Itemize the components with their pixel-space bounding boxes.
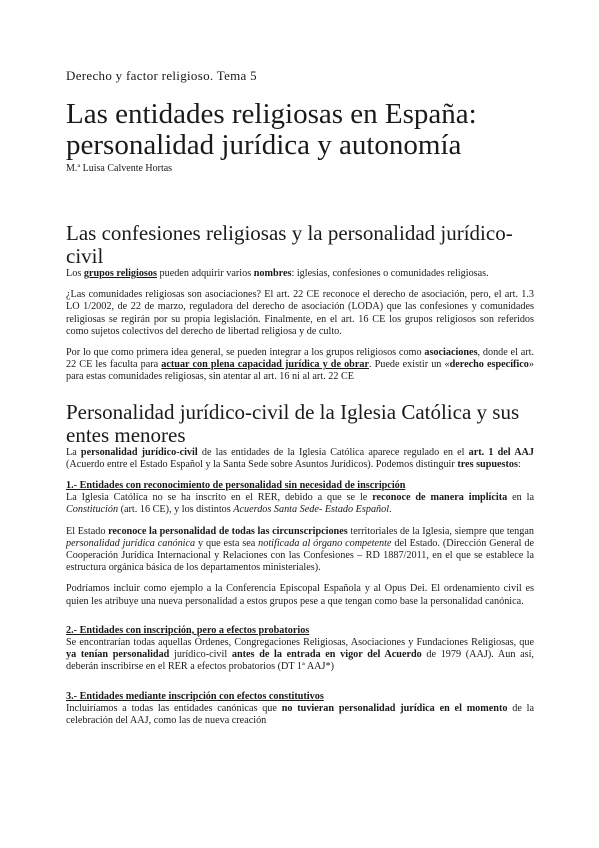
paragraph-asociaciones-idea: Por lo que como primera idea general, se pueden integrar a los grupos religiosos como asociaciones, donde el art. 22 CE les faculta para actuar con plena capacidad jurídica y de obrar. Puede existir un «derecho específico» para estas comunidades religiosas, sin atentar al art. 16 ni al art. 22 CE (66, 347, 534, 383)
paragraph-intro-supuestos: La personalidad jurídico-civil de las entidades de la Iglesia Católica aparece regulado en el art. 1 del AAJ (Acuerdo entre el Estado Español y la Santa Sede sobre Asuntos Jurídicos). Podemos distinguir tres supuestos: (66, 446, 535, 470)
document-title: Las entidades religiosas en España: personalidad jurídica y autonomía (66, 98, 477, 161)
paragraph-sub3-canonicas: Incluiríamos a todas las entidades canónicas que no tuvieran personalidad jurídica en el momento de la celebración del AAJ, como las de nueva creación (66, 702, 534, 727)
subsection-title-2: 2.- Entidades con inscripción, pero a efectos probatorios (66, 624, 310, 636)
paragraph-sub1-rer: La Iglesia Católica no se ha inscrito en el RER, debido a que se le reconoce de manera implícita en la Constitución (art. 16 CE), y los distintos Acuerdos Santa Sede- Estado Español. (66, 492, 534, 516)
section-heading-iglesia-catolica: Personalidad jurídico-civil de la Iglesia Católica y sus entes menores (66, 399, 520, 447)
paragraph-sub1-estado: El Estado reconoce la personalidad de todas las circunscripciones territoriales de la Iglesia, siempre que tengan personalidad jurídica canónica y que esta sea notificada al órgano competente del Estado. (Dirección General de Cooperación Jurídica Internacional y Relaciones con las Confesiones – RD 1887/2011, en el que se establece la estructura orgánica básica de los departamentos ministeriales). (66, 525, 534, 574)
document-body (66, 222, 534, 736)
section-heading-confesiones: Las confesiones religiosas y la personalidad jurídico-civil (66, 221, 513, 268)
paragraph-asociaciones-question: ¿Las comunidades religiosas son asociaciones? El art. 22 CE reconoce el derecho de asociación, pero, el art. 1.3 LO 1/2002, de 22 de marzo, reguladora del derecho de asociación (LODA) que las confesiones y comunidades religiosas se regirán por su propia legislación. Finalmente, en el art. 16 CE los grupos religiosos son referidos como sujetos colectivos del derecho de libertad religiosa y de culto. (66, 289, 534, 337)
running-header: Derecho y factor religioso. Tema 5 (66, 68, 257, 83)
paragraph-grupos-religiosos: Los grupos religiosos pueden adquirir varios nombres: iglesias, confesiones o comunidades religiosas. (66, 268, 489, 279)
subsection-title-3: 3.- Entidades mediante inscripción con efectos constitutivos (66, 690, 324, 702)
subsection-title-1: 1.- Entidades con reconocimiento de personalidad sin necesidad de inscripción (66, 480, 406, 492)
paragraph-sub2-ordenes: Se encontrarían todas aquellas Órdenes, Congregaciones Religiosas, Asociaciones y Fundaciones Religiosas, que ya tenían personalidad jurídico-civil antes de la entrada en vigor del Acuerdo de 1979 (AAJ). Aun así, deberán inscribirse en el RER a efectos probatorios (DT 1ª AAJ*) (66, 637, 534, 673)
author-line: M.ª Luisa Calvente Hortas (66, 163, 173, 174)
paragraph-sub1-ejemplo: Podríamos incluir como ejemplo a la Conferencia Episcopal Española y al Opus Dei. El ordenamiento civil es quien les atribuye una nueva personalidad a estos grupos pese a que tengan como base la personalidad canónica. (66, 583, 534, 607)
